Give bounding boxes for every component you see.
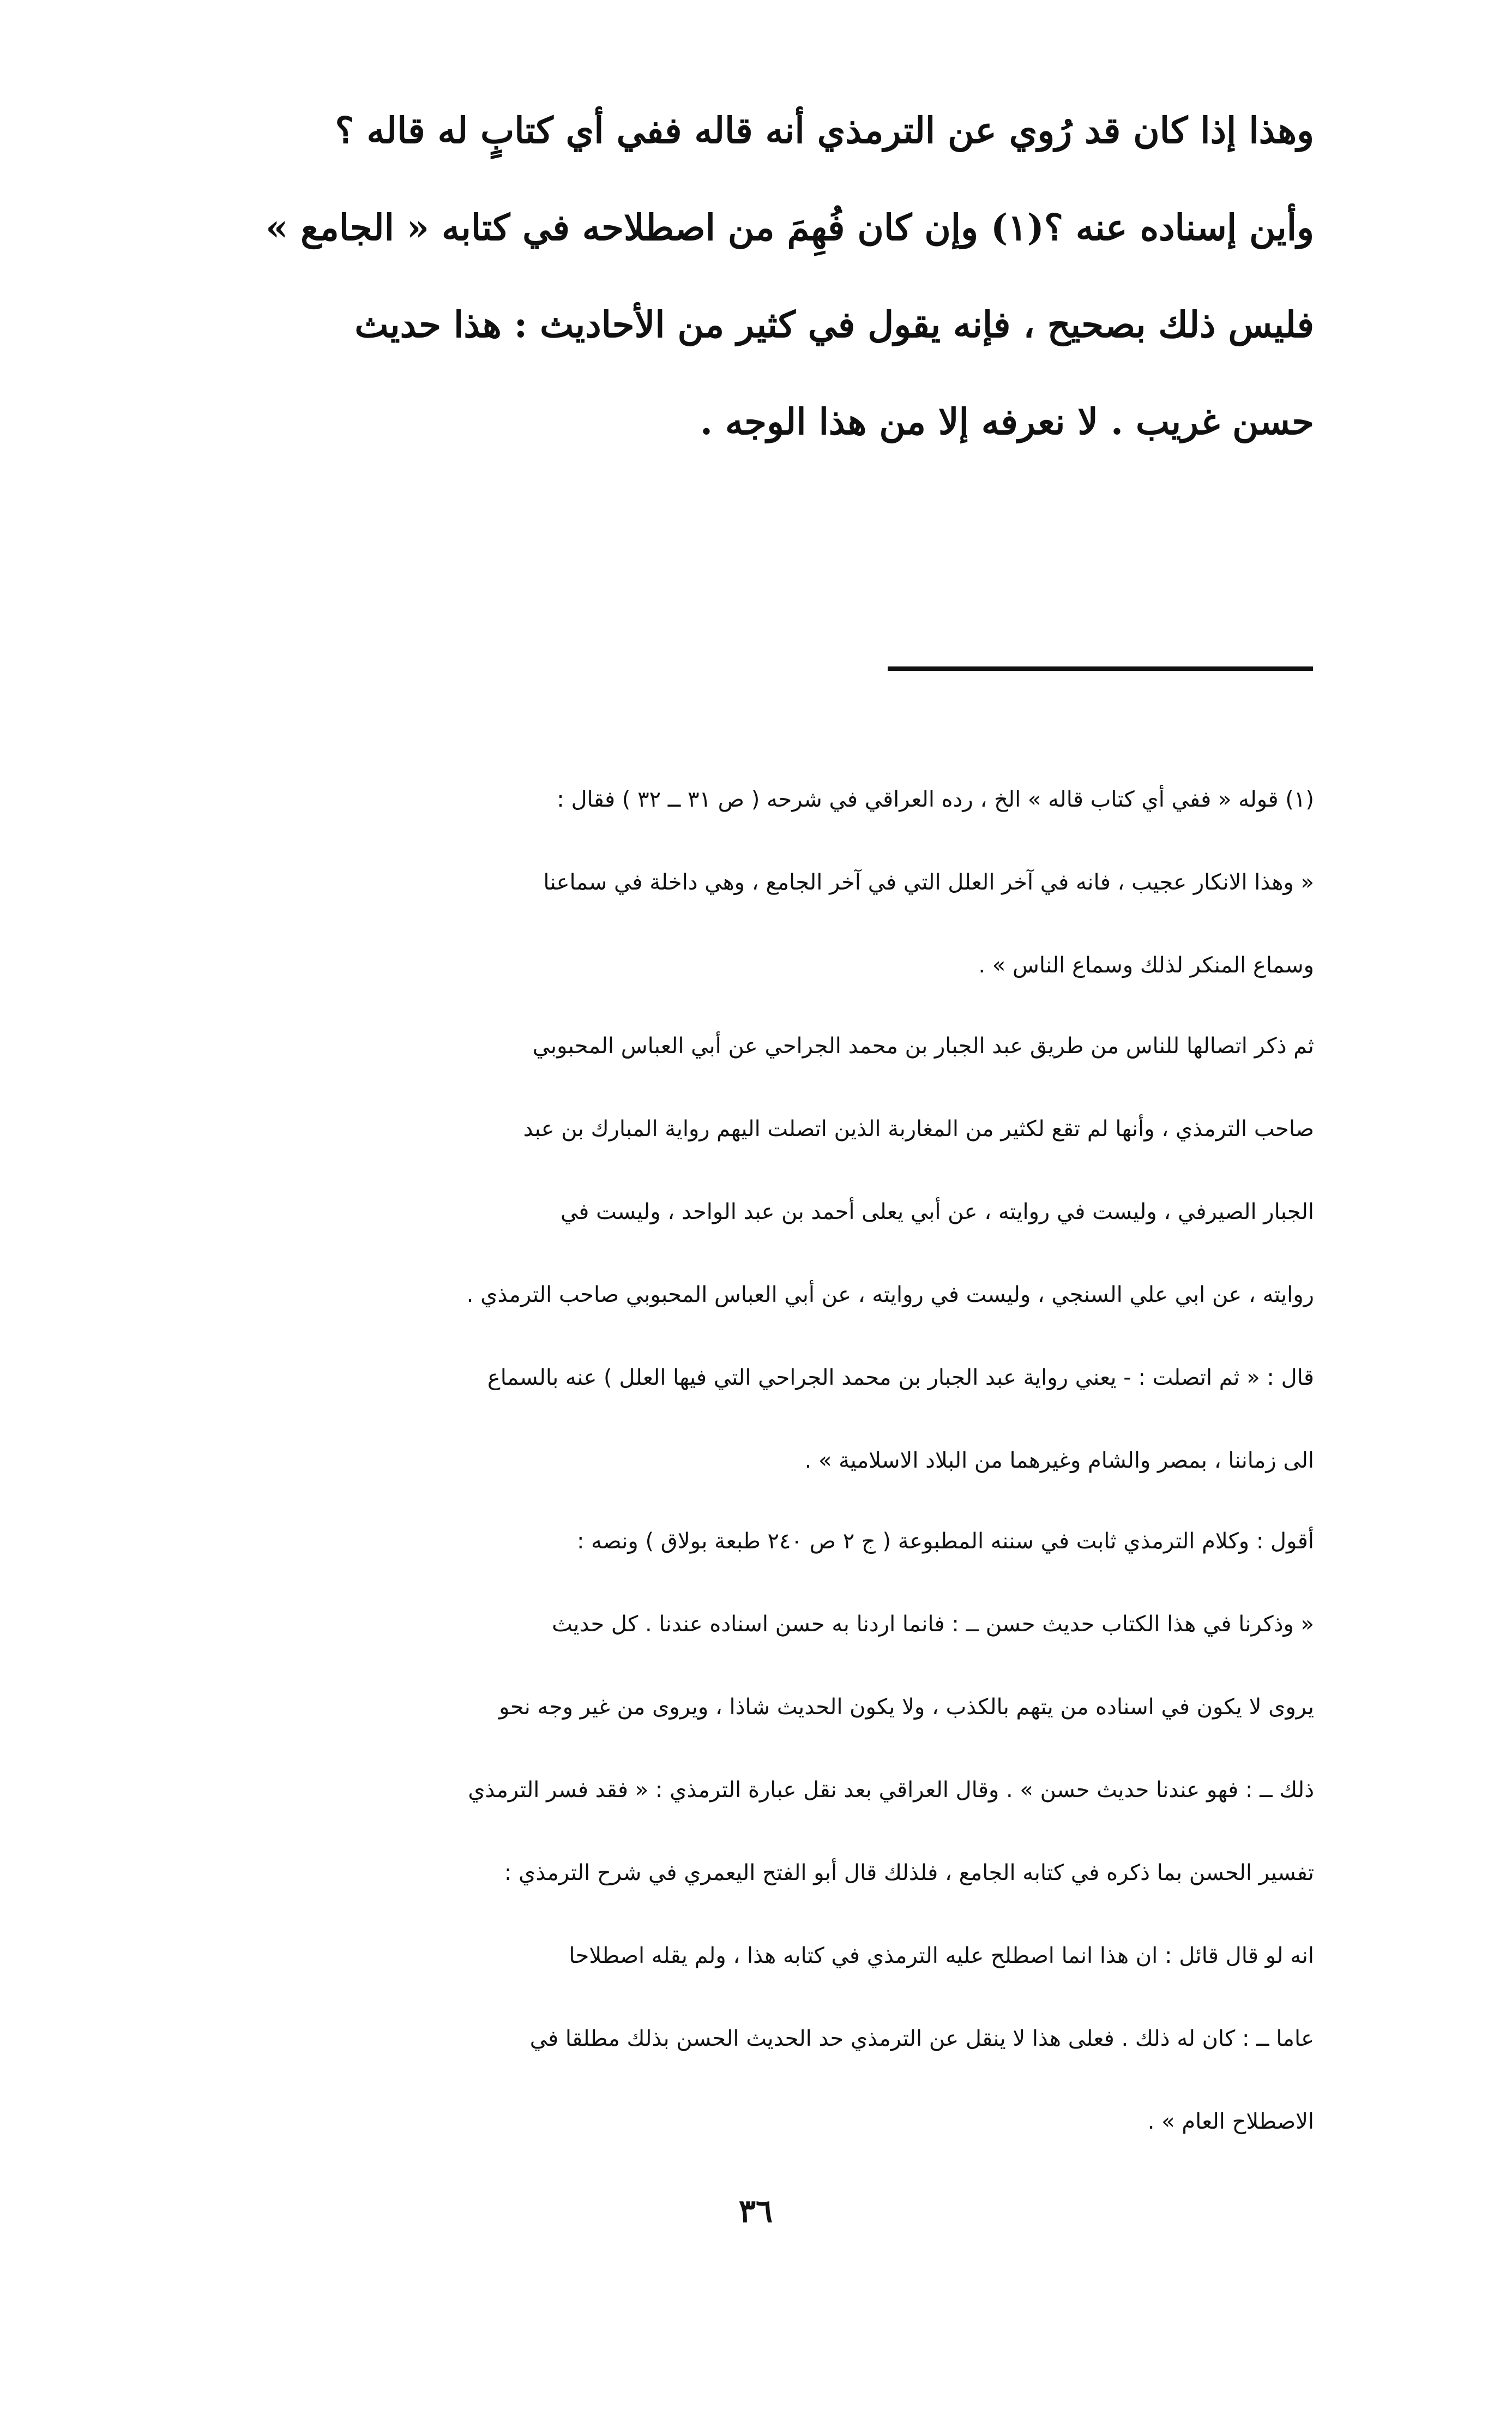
footnote-line: الجبار الصيرفي ، وليست في روايته ، عن أبي يعلى أحمد بن عبد الواحد ، وليست في bbox=[560, 1199, 1314, 1224]
footnote-line: « وذكرنا في هذا الكتاب حديث حسن ــ : فانما اردنا به حسن اسناده عندنا . كل حديث bbox=[552, 1612, 1314, 1637]
main-text-line: فليس ذلك بصحيح ، فإنه يقول في كثير من الأحاديث : هذا حديث bbox=[354, 303, 1314, 346]
footnote-line: الاصطلاح العام » . bbox=[1147, 2109, 1314, 2134]
footnote-line: انه لو قال قائل : ان هذا انما اصطلح عليه الترمذي في كتابه هذا ، ولم يقله اصطلاحا bbox=[569, 1943, 1314, 1968]
footnote-3 bbox=[109, 1500, 1314, 2163]
footnote-line: أقول : وكلام الترمذي ثابت في سننه المطبوعة ( ج ٢ ص ٢٤٠ طبعة بولاق ) ونصه : bbox=[576, 1529, 1314, 1554]
main-text-line: وهذا إذا كان قد رُوي عن الترمذي أنه قاله ففي أي كتابٍ له قاله ؟ bbox=[335, 109, 1314, 152]
footnote-line: الى زماننا ، بمصر والشام وغيرهما من البلاد الاسلامية » . bbox=[804, 1448, 1314, 1473]
footnote-line: ثم ذكر اتصالها للناس من طريق عبد الجبار بن محمد الجراحي عن أبي العباس المحبوبي bbox=[532, 1034, 1314, 1059]
main-text-line: وأين إسناده عنه ؟(١) وإن كان فُهِمَ من اصطلاحه في كتابه « الجامع » bbox=[266, 206, 1314, 249]
page-number: ٣٦ bbox=[738, 2192, 773, 2230]
main-text-line: حسن غريب . لا نعرفه إلا من هذا الوجه . bbox=[700, 400, 1314, 443]
footnote-separator bbox=[888, 666, 1313, 671]
footnote-line: روايته ، عن ابي علي السنجي ، وليست في روايته ، عن أبي العباس المحبوبي صاحب الترمذي . bbox=[466, 1282, 1314, 1307]
footnote-line: ذلك ــ : فهو عندنا حديث حسن » . وقال العراقي بعد نقل عبارة الترمذي : « فقد فسر الترمذي bbox=[468, 1777, 1314, 1803]
footnote-1 bbox=[109, 758, 1314, 1007]
footnote-line: « وهذا الانكار عجيب ، فانه في آخر العلل التي في آخر الجامع ، وهي داخلة في سماعنا bbox=[543, 870, 1314, 895]
footnote-line: صاحب الترمذي ، وأنها لم تقع لكثير من المغاربة الذين اتصلت اليهم رواية المبارك بن عبد bbox=[523, 1116, 1314, 1142]
footnote-2 bbox=[109, 1005, 1314, 1502]
footnote-line: وسماع المنكر لذلك وسماع الناس » . bbox=[978, 953, 1314, 978]
main-text-block bbox=[125, 82, 1314, 470]
footnote-line: (١) قوله « ففي أي كتاب قاله » الخ ، رده العراقي في شرحه ( ص ٣١ ــ ٣٢ ) فقال : bbox=[557, 787, 1314, 812]
footnote-line: تفسير الحسن بما ذكره في كتابه الجامع ، فلذلك قال أبو الفتح اليعمري في شرح الترمذي : bbox=[504, 1860, 1314, 1885]
footnote-line: عاما ــ : كان له ذلك . فعلى هذا لا ينقل عن الترمذي حد الحديث الحسن بذلك مطلقا في bbox=[529, 2026, 1314, 2051]
footnote-line: يروى لا يكون في اسناده من يتهم بالكذب ، ولا يكون الحديث شاذا ، ويروى من غير وجه نحو bbox=[499, 1695, 1314, 1720]
footnote-line: قال : « ثم اتصلت : - يعني رواية عبد الجبار بن محمد الجراحي التي فيها العلل ) عنه بالسماع bbox=[487, 1365, 1314, 1390]
